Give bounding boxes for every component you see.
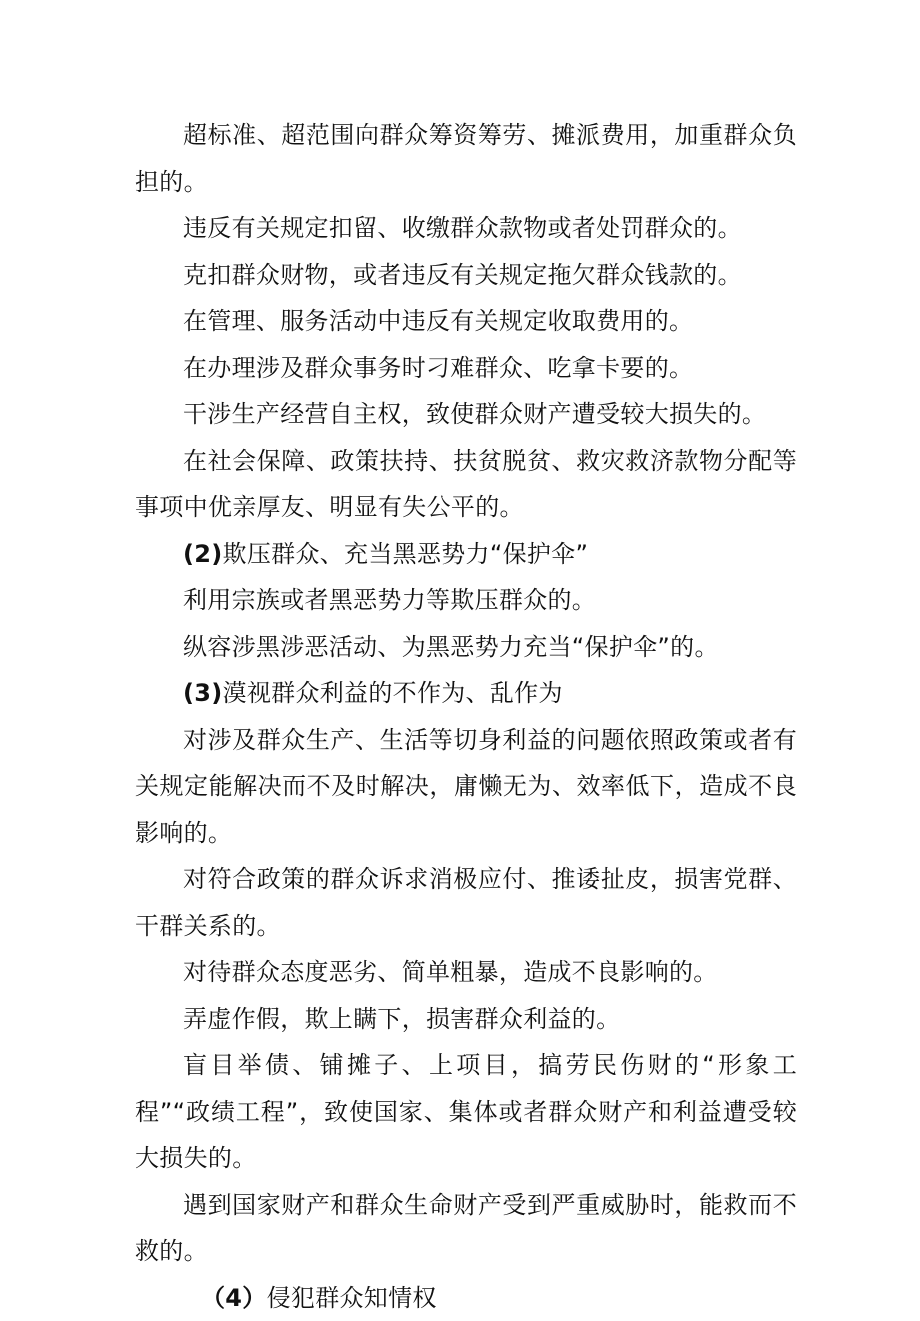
paragraph: 对涉及群众生产、生活等切身利益的问题依照政策或者有关规定能解决而不及时解决，庸懒无为、效率低下，造成不良影响的。 xyxy=(135,717,797,857)
paragraph: 违反有关规定扣留、收缴群众款物或者处罚群众的。 xyxy=(135,205,797,252)
section-number: (2) xyxy=(183,540,223,568)
section-number: (3) xyxy=(183,679,223,707)
section-number: （4） xyxy=(201,1284,267,1312)
paragraph: 干涉生产经营自主权，致使群众财产遭受较大损失的。 xyxy=(135,391,797,438)
section-heading-4 xyxy=(135,1275,797,1321)
paragraph: 遇到国家财产和群众生命财产受到严重威胁时，能救而不救的。 xyxy=(135,1182,797,1275)
paragraph: 盲目举债、铺摊子、上项目，搞劳民伤财的“形象工程”“政绩工程”，致使国家、集体或者群众财产和利益遭受较大损失的。 xyxy=(135,1042,797,1182)
section-heading-3 xyxy=(135,670,797,717)
paragraph: 利用宗族或者黑恶势力等欺压群众的。 xyxy=(135,577,797,624)
paragraph: 纵容涉黑涉恶活动、为黑恶势力充当“保护伞”的。 xyxy=(135,624,797,671)
section-title: 漠视群众利益的不作为、乱作为 xyxy=(223,679,563,707)
section-title: 侵犯群众知情权 xyxy=(267,1284,437,1312)
paragraph: 弄虚作假，欺上瞒下，损害群众利益的。 xyxy=(135,996,797,1043)
paragraph: 对待群众态度恶劣、简单粗暴，造成不良影响的。 xyxy=(135,949,797,996)
document-body xyxy=(135,112,797,1321)
paragraph: 在社会保障、政策扶持、扶贫脱贫、救灾救济款物分配等事项中优亲厚友、明显有失公平的。 xyxy=(135,438,797,531)
section-title: 欺压群众、充当黑恶势力“保护伞” xyxy=(223,540,589,568)
paragraph: 对符合政策的群众诉求消极应付、推诿扯皮，损害党群、干群关系的。 xyxy=(135,856,797,949)
section-heading-2 xyxy=(135,531,797,578)
paragraph: 在办理涉及群众事务时刁难群众、吃拿卡要的。 xyxy=(135,345,797,392)
paragraph: 在管理、服务活动中违反有关规定收取费用的。 xyxy=(135,298,797,345)
paragraph: 克扣群众财物，或者违反有关规定拖欠群众钱款的。 xyxy=(135,252,797,299)
paragraph: 超标准、超范围向群众筹资筹劳、摊派费用，加重群众负担的。 xyxy=(135,112,797,205)
